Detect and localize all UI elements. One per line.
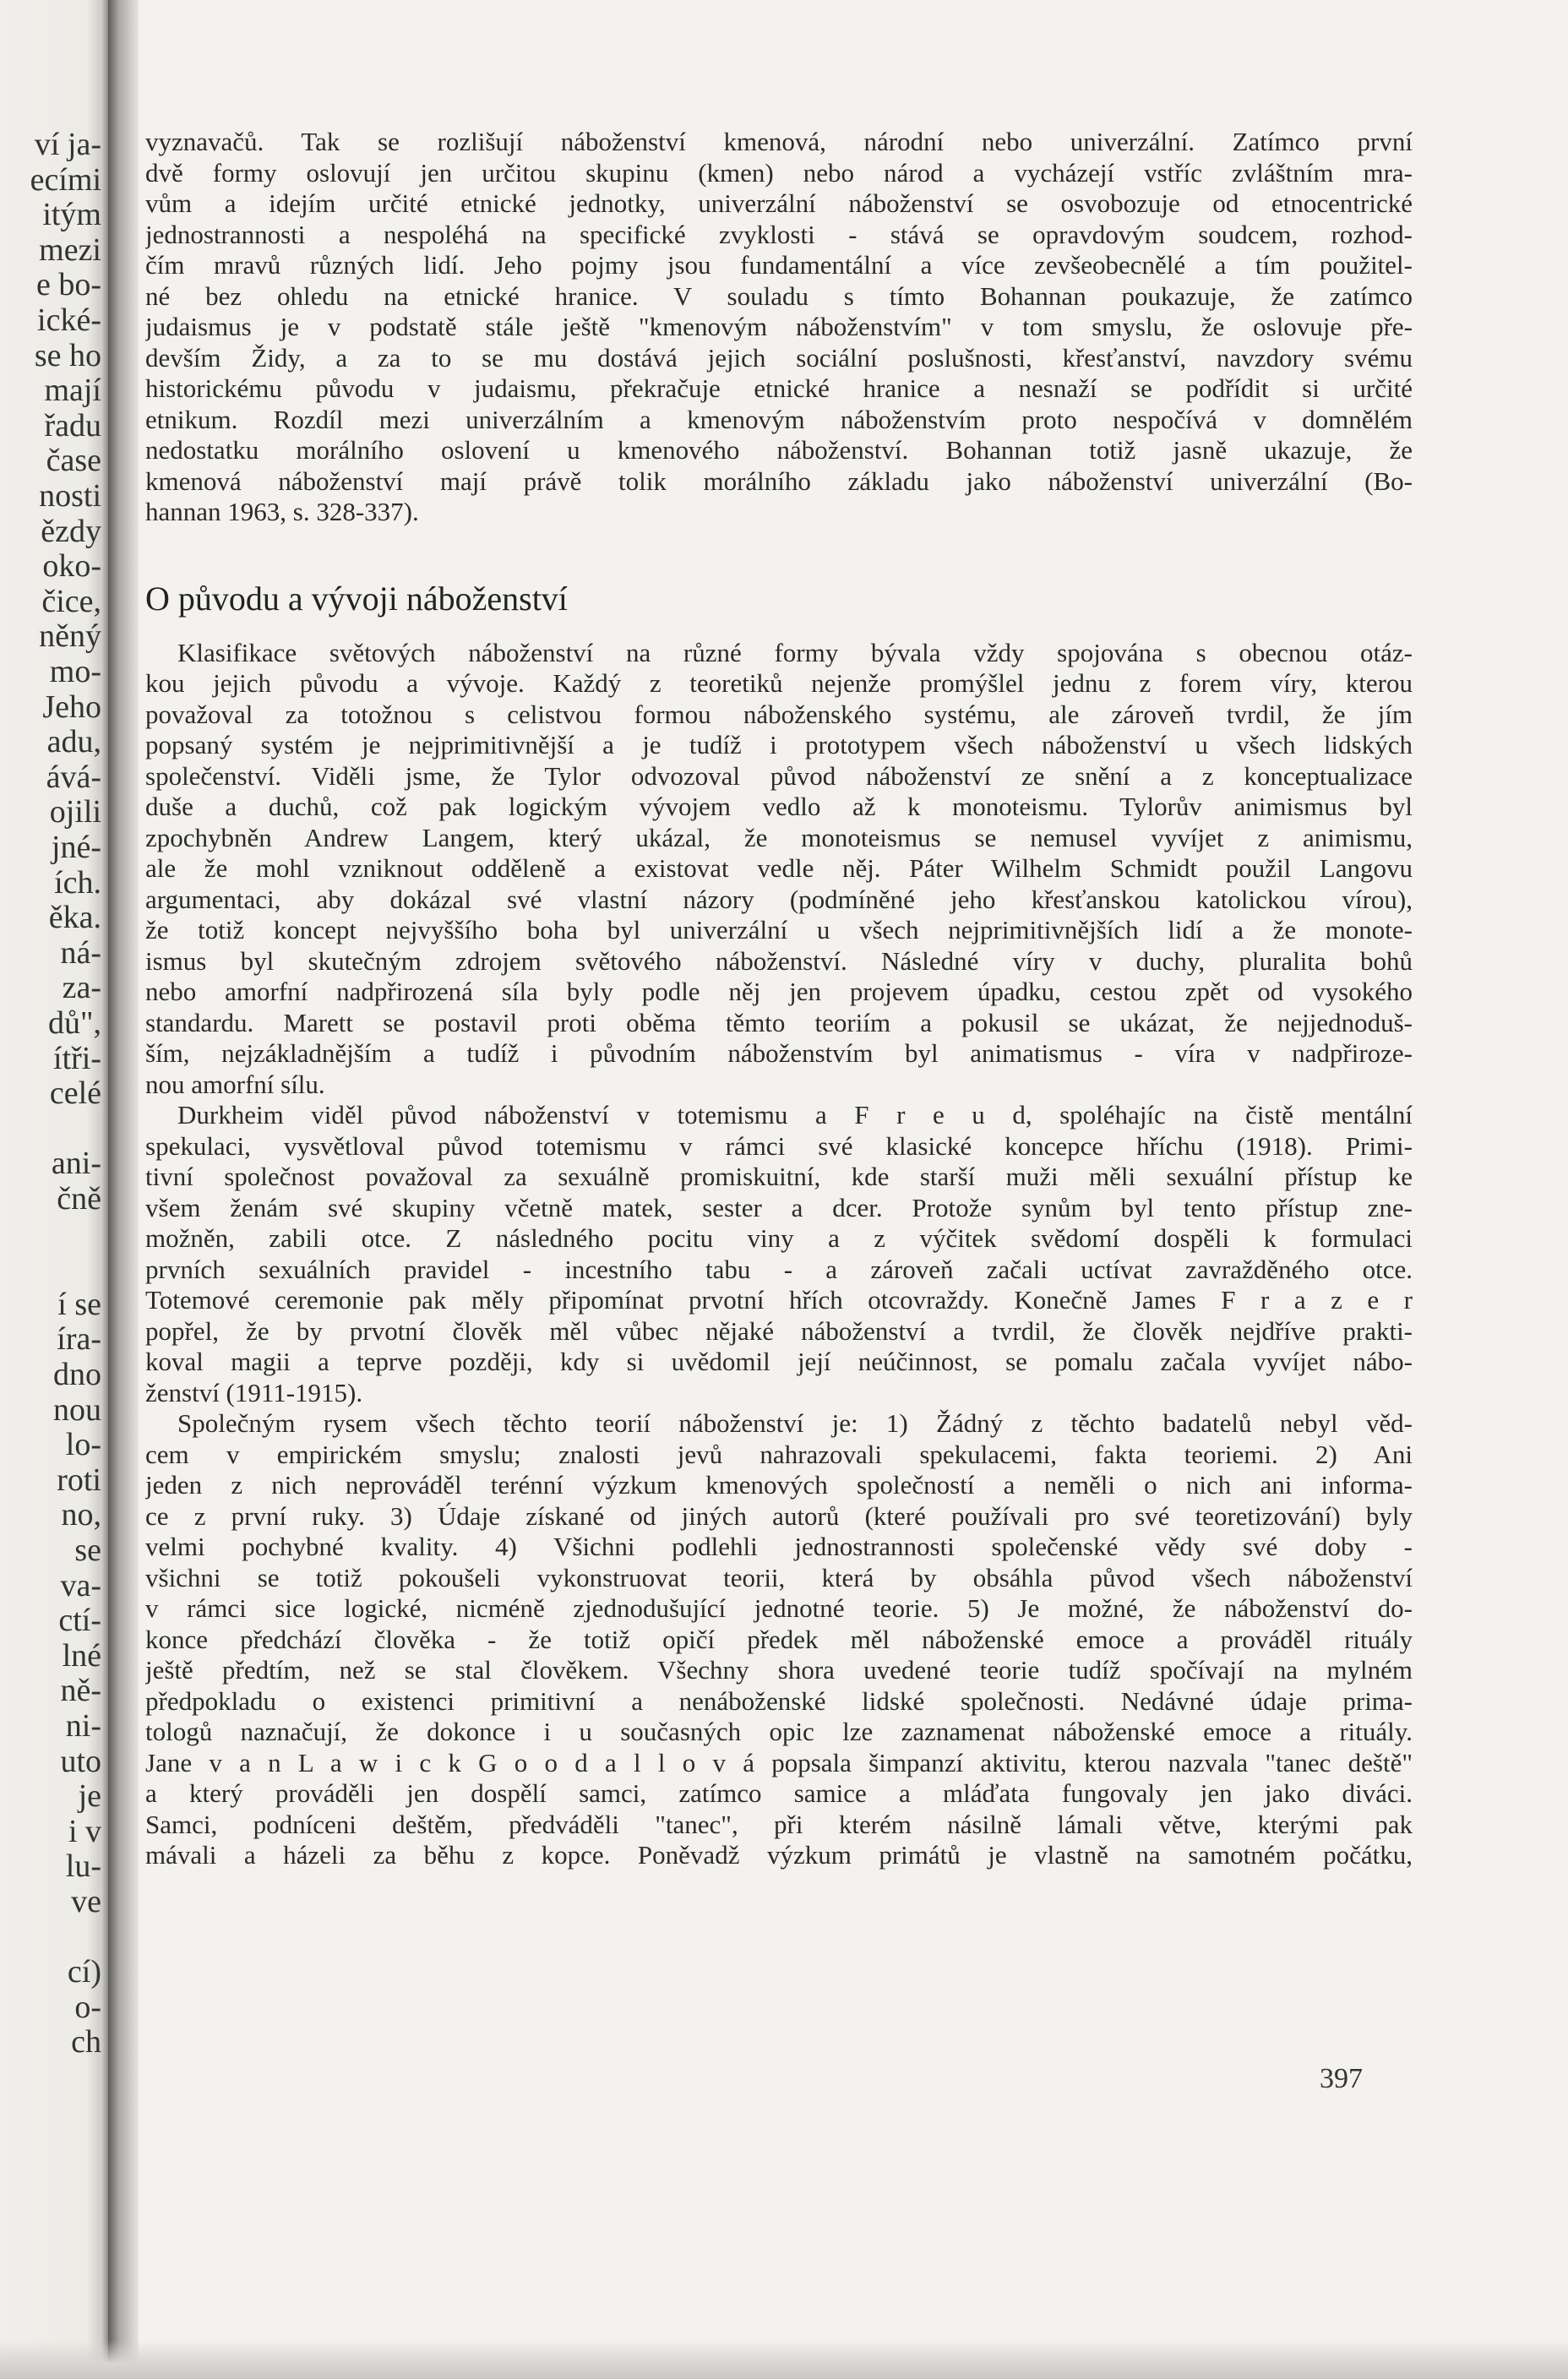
facing-page-line: lo- — [65, 1427, 101, 1463]
facing-page-line: něný — [39, 618, 101, 655]
facing-page-line: ojili — [49, 794, 101, 830]
facing-page-line: oko- — [42, 548, 101, 585]
facing-page-line: čase — [46, 443, 101, 479]
paragraph — [145, 1100, 1413, 1408]
facing-page-line: adu, — [46, 724, 101, 760]
text-line: ce z první ruky. 3) Údaje získané od jiných autorů (které používali pro své teoretizování) byly — [145, 1500, 1413, 1531]
facing-page-line: íra- — [57, 1321, 101, 1358]
text-line: vyznavačů. Tak se rozlišují náboženství kmenová, národní nebo univerzální. Zatímco první — [145, 127, 1413, 156]
text-line: ale že mohl vzniknout odděleně a existovat vedle něj. Páter Wilhelm Schmidt použil Langovu — [145, 853, 1413, 883]
text-line: hannan 1963, s. 328-337). — [145, 497, 419, 526]
text-line: prvních sexuálních pravidel - incestního tabu - a zároveň začali uctívat zavražděného otce. — [145, 1254, 1413, 1284]
facing-page-line: itým — [42, 197, 101, 233]
facing-page-line: ni- — [65, 1708, 101, 1744]
text-line: popsaný systém je nejprimitivnější a je tudíž i prototypem všech náboženství u všech lidských — [145, 730, 1413, 759]
text-line: nebo amorfní nadpřirozená síla byly podle něj jen projevem úpadku, cestou zpět od vysokého — [145, 977, 1413, 1006]
text-line: duše a duchů, což pak logickým vývojem vedlo až k monoteismu. Tylorův animismus byl — [145, 792, 1413, 821]
facing-page-line: čně — [57, 1181, 101, 1217]
facing-page-line: Jeho — [42, 689, 101, 725]
facing-page-line: se ho — [34, 337, 101, 373]
text-line: předpokladu o existenci primitivní a nenáboženské lidské společnosti. Nedávné údaje prima- — [145, 1685, 1413, 1716]
facing-page-line: ně- — [60, 1673, 101, 1709]
facing-page-line: ické- — [37, 302, 101, 338]
facing-page-line: va- — [60, 1567, 101, 1603]
text-line: společenství. Viděli jsme, že Tylor odvozoval původ náboženství ze snění a z konceptualizace — [145, 760, 1413, 791]
paragraph — [145, 638, 1413, 1101]
text-line: že totiž koncept nejvyššího boha byl univerzální u všech nejprimitivnějších lidí a že monote- — [145, 915, 1413, 945]
text-line: Společným rysem všech těchto teorií náboženství je: 1) Žádný z těchto badatelů nebyl věd- — [177, 1408, 1413, 1438]
page-number: 397 — [1320, 2063, 1363, 2094]
facing-page-line: ává- — [46, 759, 101, 795]
text-line: čím mravů různých lidí. Jeho pojmy jsou fundamentální a více zevšeobecnělé a tím použitel- — [145, 250, 1413, 280]
facing-page-line: se — [74, 1532, 101, 1568]
text-line: jednostrannosti a nespoléhá na specifické zvyklosti - stává se opravdovým soudcem, rozhod- — [145, 219, 1413, 249]
book-gutter — [108, 0, 139, 2379]
text-line: považoval za totožnou s celistvou formou náboženského systému, ale zároveň tvrdil, že jím — [145, 699, 1413, 729]
text-line: né bez ohledu na etnické hranice. V souladu s tímto Bohannan poukazuje, že zatímco — [145, 280, 1413, 311]
text-line: konce předchází člověka - že totiž opičí předek měl náboženské emoce a prováděl rituály — [145, 1624, 1413, 1654]
facing-page-line: uto — [60, 1743, 101, 1779]
text-line: kmenová náboženství mají právě tolik morálního základu jako náboženství univerzální (Bo- — [145, 465, 1413, 496]
facing-page-fragment — [0, 0, 108, 2379]
facing-page-line: lné — [62, 1637, 101, 1674]
text-line: cem v empirickém smyslu; znalosti jevů nahrazovali spekulacemi, fakta teoriemi. 2) Ani — [145, 1439, 1413, 1469]
text-line: ismus byl skutečným zdrojem světového náboženství. Následné víry v duchy, pluralita bohů — [145, 945, 1413, 976]
text-line: dvě formy oslovují jen určitou skupinu (kmen) nebo národ a vycházejí vstříc zvláštním mra- — [145, 157, 1413, 188]
text-line: Samci, podníceni deštěm, předváděli "tanec", při kterém násilně lámali větve, kterými pak — [145, 1809, 1413, 1839]
text-line: argumentaci, aby dokázal své vlastní názory (podmíněné jeho křesťanskou katolickou vírou), — [145, 884, 1413, 914]
text-line: devším Židy, a za to se mu dostává jejich sociální poslušnosti, křesťanství, navzdory svému — [145, 342, 1413, 373]
facing-page-line: ve — [71, 1884, 101, 1919]
text-line: historickému původu v judaismu, překračuje etnické hranice a nesnaží se podřídit si určité — [145, 373, 1413, 403]
facing-page-line: mezi — [39, 231, 101, 268]
paragraph — [145, 127, 1413, 528]
text-line: judaismus je v podstatě stále ještě "kmenovým náboženstvím" v tom smyslu, že oslovuje pře- — [145, 312, 1413, 341]
facing-page-line: dů", — [47, 1005, 101, 1041]
text-line: všem ženám své skupiny včetně matek, sester a dcer. Protože synům byl tento přístup zne- — [145, 1192, 1413, 1222]
text-line: a který prováděli jen dospělí samci, zatímco samice a mláďata fungovaly jen jako diváci. — [145, 1778, 1413, 1808]
facing-page-line: ch — [71, 2024, 101, 2061]
text-line: popřel, že by prvotní člověk měl vůbec nějaké náboženství a tvrdil, že člověk nejdříve prakti- — [145, 1315, 1413, 1346]
text-line: jeden z nich neprováděl terénní výzkum kmenových společností a neměli o nich ani informa- — [145, 1470, 1413, 1500]
text-line: vům a idejím určité etnické jednotky, univerzální náboženství se osvobozuje od etnocentrické — [145, 188, 1413, 218]
text-line: spekulaci, vysvětloval původ totemismu v rámci své klasické koncepce hříchu (1918). Primi- — [145, 1130, 1413, 1161]
text-line: Jane v a n L a w i c k G o o d a l l o v á popsala šimpanzí aktivitu, kterou nazvala "tanec deště" — [145, 1747, 1413, 1777]
facing-page-line: dno — [53, 1357, 101, 1392]
facing-page-line: ítři- — [53, 1040, 101, 1076]
facing-page-line: jné- — [51, 830, 101, 865]
facing-page-line: ctí- — [58, 1603, 101, 1639]
facing-page-line: roti — [57, 1462, 101, 1498]
facing-page-line: řadu — [44, 407, 101, 444]
facing-page-line: za- — [62, 970, 101, 1006]
text-line: ženství (1911-1915). — [145, 1377, 363, 1407]
facing-page-line: celé — [49, 1075, 101, 1112]
facing-page-line: cí) — [67, 1954, 101, 1990]
page-bottom-edge — [0, 2340, 1568, 2379]
paragraph — [145, 1408, 1413, 1871]
facing-page-line: nou — [53, 1391, 101, 1428]
text-line: v rámci sice logické, nicméně zjednodušující jednotné teorie. 5) Je možné, že náboženství do- — [145, 1593, 1413, 1623]
text-line: standardu. Marett se postavil proti oběma těmto teoriím a pokusil se ukázat, že nejjednoduš- — [145, 1007, 1413, 1037]
facing-page-line: no, — [61, 1497, 101, 1533]
text-line: ještě předtím, než se stal člověkem. Všechny shora uvedené teorie tudíž spočívají na mylném — [145, 1655, 1413, 1685]
facing-page-line: ích. — [54, 864, 101, 901]
text-line: velmi pochybné kvality. 4) Všichni podlehli jednostrannosti společenské vědy své doby - — [145, 1532, 1413, 1561]
text-line: kou jejich původu a vývoje. Každý z teoretiků nejenže promýšlel jednu z forem víry, kterou — [145, 668, 1413, 698]
text-line: nou amorfní sílu. — [145, 1069, 325, 1099]
text-line: všichni se totiž pokoušeli vykonstruovat teorii, která by obsáhla původ všech náboženství — [145, 1562, 1413, 1592]
facing-page-line: mají — [44, 373, 101, 409]
facing-page-line: ná- — [60, 934, 101, 971]
facing-page-line: i v — [68, 1813, 101, 1849]
facing-page-line: mo- — [49, 654, 101, 689]
text-line: Totemové ceremonie pak měly připomínat prvotní hřích otcovraždy. Konečně James F r a z e r — [145, 1285, 1413, 1315]
facing-page-line: lu- — [65, 1848, 101, 1885]
facing-page-line: nosti — [39, 478, 101, 514]
facing-page-line: ěka. — [48, 900, 101, 936]
facing-page-line: í se — [57, 1286, 101, 1322]
facing-page-line: ězdy — [41, 513, 101, 549]
text-line: Durkheim viděl původ náboženství v totemismu a F r e u d, spoléhajíc na čistě mentální — [177, 1100, 1413, 1130]
text-line: mávali a házeli za běhu z kopce. Poněvadž výzkum primátů je vlastně na samotném počátku, — [145, 1840, 1413, 1870]
facing-page-line: o- — [74, 1989, 101, 2025]
text-line: zpochybněn Andrew Langem, který ukázal, že monoteismus se nemusel vyvíjet z animismu, — [145, 822, 1413, 852]
text-line: nedostatku morálního oslovení u kmenového náboženství. Bohannan totiž jasně ukazuje, že — [145, 435, 1413, 465]
section-heading: O původu a vývoji náboženství — [145, 579, 568, 618]
facing-page-line: ani- — [51, 1146, 101, 1182]
text-line: ším, nejzákladnějším a tudíž i původním náboženstvím byl animatismus - víra v nadpřiroze- — [145, 1038, 1413, 1068]
text-line: koval magii a teprve později, kdy si uvědomil její neúčinnost, se pomalu začala vyvíjet nábo- — [145, 1347, 1413, 1376]
page-body — [145, 127, 1413, 1871]
facing-page-line: ecími — [30, 161, 101, 198]
facing-page-line: je — [78, 1778, 101, 1815]
text-line: etnikum. Rozdíl mezi univerzálním a kmenovým náboženstvím proto nespočívá v domnělém — [145, 404, 1413, 434]
facing-page-line: ví ja- — [34, 127, 101, 162]
text-line: tologů naznačují, že dokonce i u současných opic lze zaznamenat náboženské emoce a rituály. — [145, 1717, 1413, 1746]
facing-page-line: čice, — [41, 583, 101, 619]
text-line: tivní společnost považoval za sexuálně promiskuitní, kde starší muži měli sexuální přístup ke — [145, 1162, 1413, 1191]
text-line: Klasifikace světových náboženství na různé formy bývala vždy spojována s obecnou otáz- — [177, 637, 1413, 667]
facing-page-line: e bo- — [35, 267, 101, 303]
text-line: možněn, zabili otce. Z následného pocitu viny a z výčitek svědomí dospěli k formulaci — [145, 1223, 1413, 1253]
